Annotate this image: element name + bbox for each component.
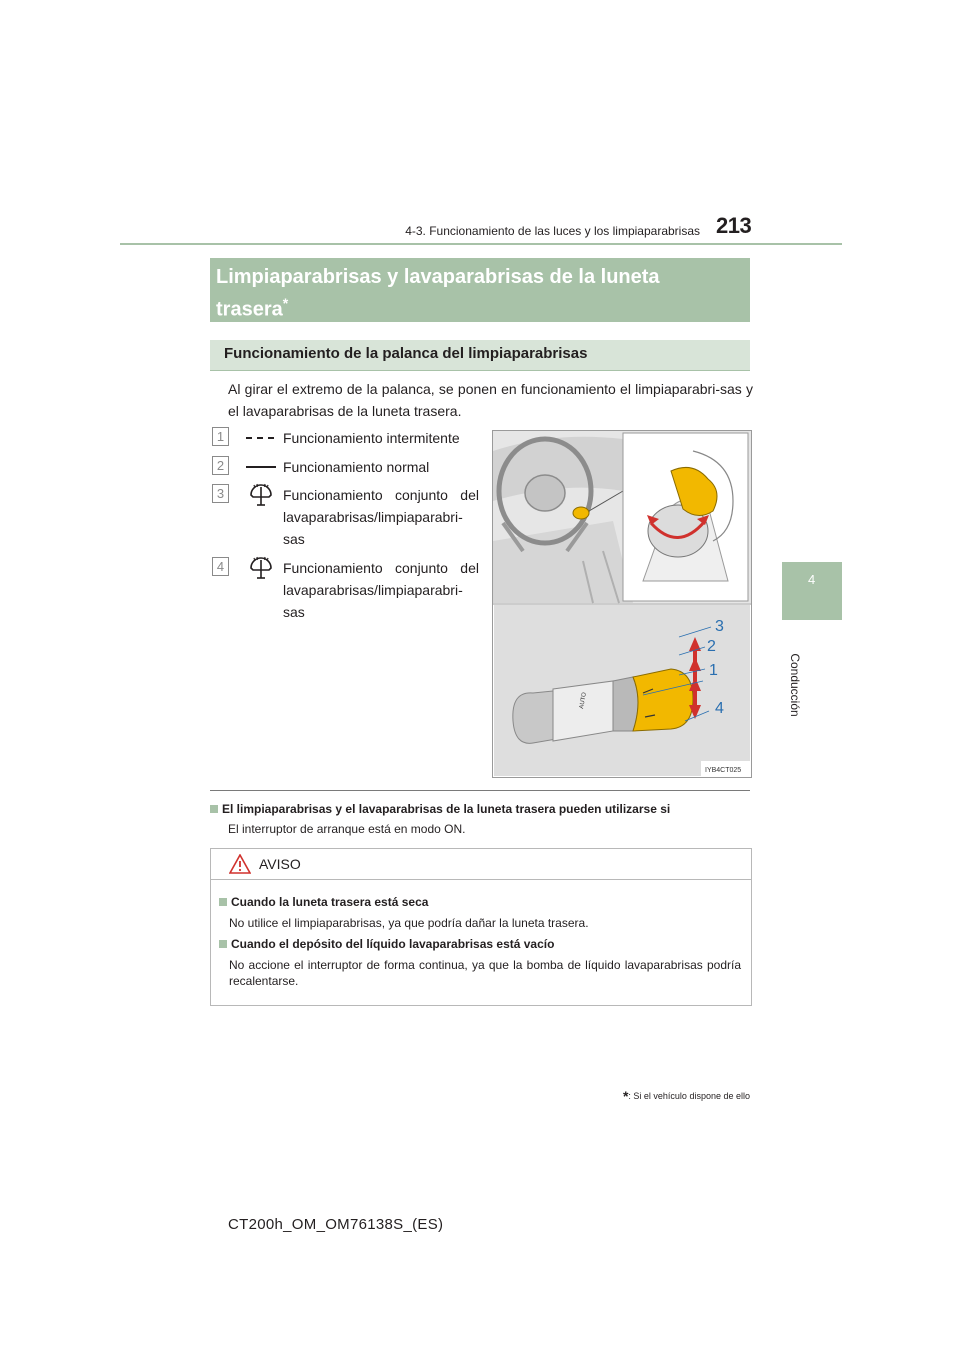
item-number-2: 2 [212,456,229,475]
bullet-square-icon [219,898,227,906]
title-banner [210,258,750,322]
dashed-line-icon [244,428,278,448]
warning-triangle-icon [229,854,251,874]
chapter-tab[interactable] [782,562,842,620]
note-text: El interruptor de arranque está en modo ON. [228,822,466,836]
footnote-text: : Si el vehículo dispone de ello [628,1091,750,1101]
lever-label: AUTO [579,691,588,710]
wiper-lever-illustration [492,430,752,778]
warning-header [211,849,751,880]
subheading-bar [210,340,750,371]
subheading: Funcionamiento de la palanca del limpiaparabrisas [224,345,588,362]
item-text-2: Funcionamiento normal [283,459,430,475]
item-number-4: 4 [212,557,229,576]
warning-box [210,848,752,1006]
chapter-label-text: Conducción [788,653,802,717]
title-marker: * [282,295,289,311]
warning-item-text-2: No accione el interruptor de forma continua, ya que la bomba de líquido lavaparabrisas podría recalentarse. [229,958,741,988]
warning-item-title-2-text: Cuando el depósito del líquido lavaparabrisas está vacío [231,937,555,951]
figure-code: IYB4CT025 [705,767,742,774]
footnote [560,1088,750,1104]
page-title-text: Limpiaparabrisas y lavaparabrisas de la luneta trasera [216,266,660,321]
warning-item-title-1 [219,895,428,909]
page-number: 213 [716,213,752,238]
figure-canvas [493,431,751,777]
chapter-number: 4 [808,572,816,587]
intro-paragraph: Al girar el extremo de la palanca, se ponen en funcionamiento el limpiaparabri-sas y el lavaparabrisas de la luneta trasera. [228,381,753,419]
note-title [210,802,670,816]
solid-line-icon [244,457,278,477]
footnote-marker: * [622,1088,629,1104]
bullet-square-icon [210,805,218,813]
callout-3: 3 [715,618,724,635]
washer-wiper-icon [248,483,274,509]
section-divider [210,790,750,791]
item-number-3: 3 [212,484,229,503]
warning-item-title-2 [219,937,554,951]
callout-4: 4 [715,700,724,717]
bullet-square-icon [219,940,227,948]
item-number-1: 1 [212,427,229,446]
item-text-1: Funcionamiento intermitente [283,430,460,446]
callout-1: 1 [709,662,718,679]
warning-item-text-1: No utilice el limpiaparabrisas, ya que podría dañar la luneta trasera. [229,916,589,930]
warning-item-title-1-text: Cuando la luneta trasera está seca [231,895,429,909]
section-title: 4-3. Funcionamiento de las luces y los limpiaparabrisas [405,224,700,238]
washer-wiper-icon [248,556,274,582]
header-divider [120,243,842,245]
callout-2: 2 [707,638,716,655]
item-text-4: Funcionamiento conjunto del lavaparabrisas/limpiaparabri-sas [283,560,479,620]
item-text-3: Funcionamiento conjunto del lavaparabrisas/limpiaparabri-sas [283,487,479,547]
note-title-text: El limpiaparabrisas y el lavaparabrisas de la luneta trasera pueden utilizarse si [222,802,671,816]
warning-label: AVISO [259,856,301,872]
document-code: CT200h_OM_OM76138S_(ES) [228,1216,444,1233]
chapter-label [770,640,820,730]
page-title [216,264,736,323]
lever-knob [633,669,693,731]
